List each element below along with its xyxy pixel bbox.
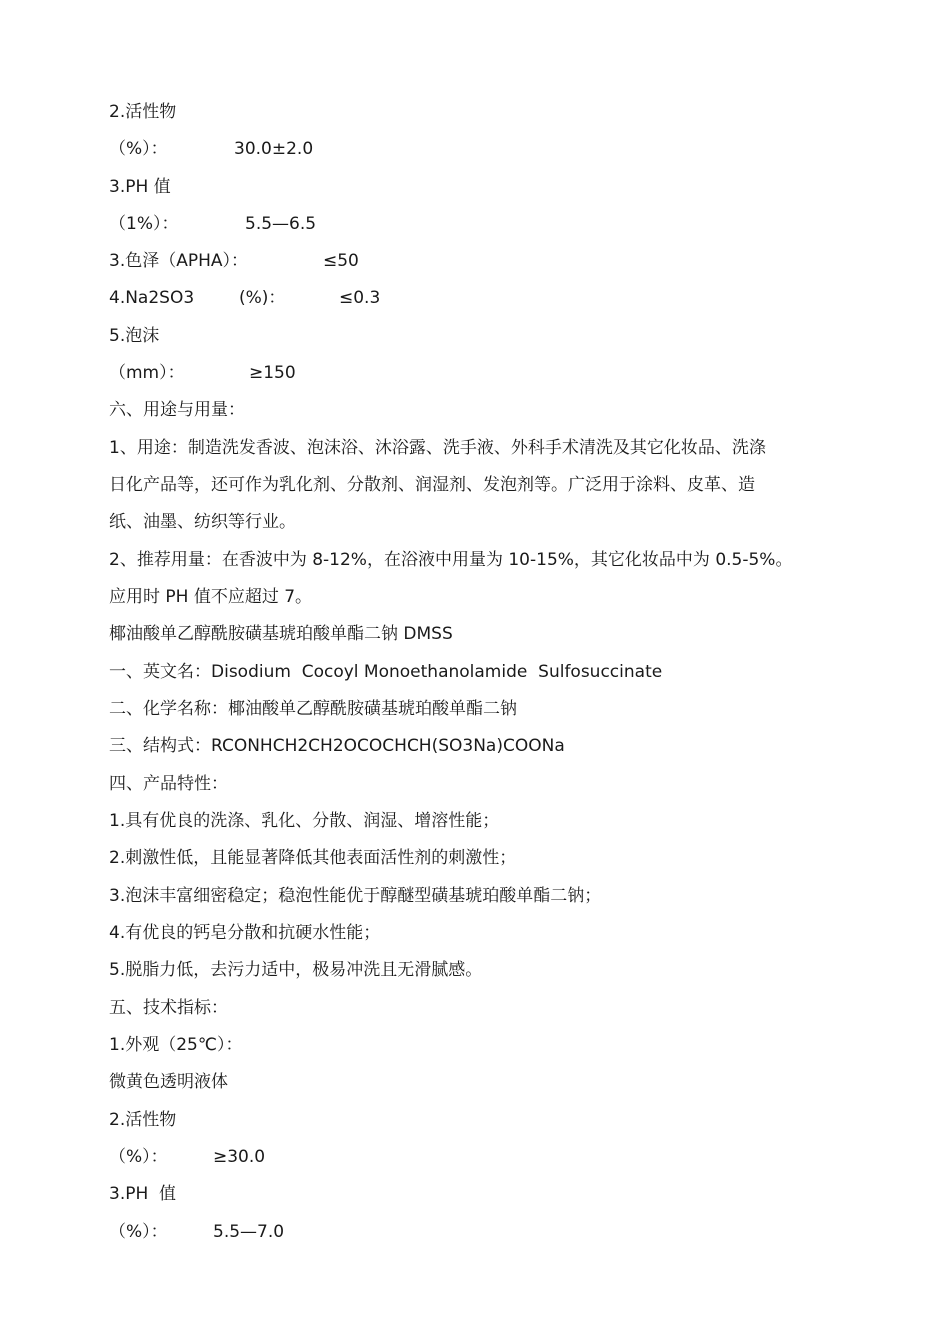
- text-line: [109, 213, 317, 235]
- line-value: 30.0±2.0: [234, 139, 314, 159]
- line-label: 3.色泽（APHA）：: [109, 251, 249, 271]
- line-value: 5.5—7.0: [213, 1222, 285, 1242]
- product-title: 椰油酸单乙醇酰胺磺基琥珀酸单酯二钠 DMSS: [109, 624, 453, 644]
- line-value: ≤0.3: [339, 288, 381, 308]
- text-line: 2.活性物: [109, 102, 177, 122]
- text-line: 3.PH 值: [109, 177, 171, 197]
- line-unit: (%)：: [239, 288, 286, 308]
- text-line: [109, 362, 296, 384]
- text-line: 2.活性物: [109, 1110, 177, 1130]
- section-heading: 三、结构式：RCONHCH2CH2OCOCHCH(SO3Na)COONa: [109, 736, 565, 756]
- section-heading: 六、用途与用量：: [109, 400, 245, 420]
- section-heading: 四、产品特性：: [109, 774, 228, 794]
- line-label: （1%）：: [109, 214, 179, 234]
- line-label: （mm）：: [109, 363, 185, 383]
- line-label: 4.Na2SO3: [109, 288, 195, 308]
- section-heading: 五、技术指标：: [109, 998, 228, 1018]
- text-line: 3.泡沫丰富细密稳定；稳泡性能优于醇醚型磺基琥珀酸单酯二钠；: [109, 886, 602, 906]
- line-value: 5.5—6.5: [245, 214, 317, 234]
- text-line: 2、推荐用量：在香波中为 8-12%，在浴液中用量为 10-15%，其它化妆品中为 0.5-5%。: [109, 550, 793, 570]
- text-line: 5.脱脂力低，去污力适中，极易冲洗且无滑腻感。: [109, 960, 483, 980]
- text-line: 2.刺激性低，且能显著降低其他表面活性剂的刺激性；: [109, 848, 517, 868]
- text-line: 日化产品等，还可作为乳化剂、分散剂、润湿剂、发泡剂等。广泛用于涂料、皮革、造: [109, 475, 755, 495]
- text-line: 4.有优良的钙皂分散和抗硬水性能；: [109, 923, 381, 943]
- text-line: [109, 138, 314, 160]
- text-line: 微黄色透明液体: [109, 1072, 228, 1092]
- line-value: ≥150: [249, 363, 296, 383]
- text-line: 3.PH 值: [109, 1184, 177, 1204]
- text-line: [109, 1146, 266, 1168]
- text-line: 1、用途：制造洗发香波、泡沫浴、沐浴露、洗手液、外科手术清洗及其它化妆品、洗涤: [109, 438, 766, 458]
- section-heading: 一、英文名：Disodium Cocoyl Monoethanolamide Sulfosuccinate: [109, 662, 663, 682]
- text-line: 纸、油墨、纺织等行业。: [109, 512, 296, 532]
- text-line: 1.具有优良的洗涤、乳化、分散、润湿、增溶性能；: [109, 811, 500, 831]
- line-value: ≤50: [323, 251, 359, 271]
- text-line: [109, 1221, 285, 1243]
- line-label: （%）：: [109, 1222, 168, 1242]
- line-label: （%）：: [109, 1147, 168, 1167]
- text-line: 1.外观（25℃）：: [109, 1035, 243, 1055]
- text-line: 应用时 PH 值不应超过 7。: [109, 587, 313, 607]
- text-line: [109, 250, 359, 272]
- line-value: ≥30.0: [213, 1147, 266, 1167]
- line-label: （%）：: [109, 139, 168, 159]
- text-line: [109, 287, 381, 309]
- text-line: 5.泡沫: [109, 326, 160, 346]
- section-heading: 二、化学名称：椰油酸单乙醇酰胺磺基琥珀酸单酯二钠: [109, 699, 517, 719]
